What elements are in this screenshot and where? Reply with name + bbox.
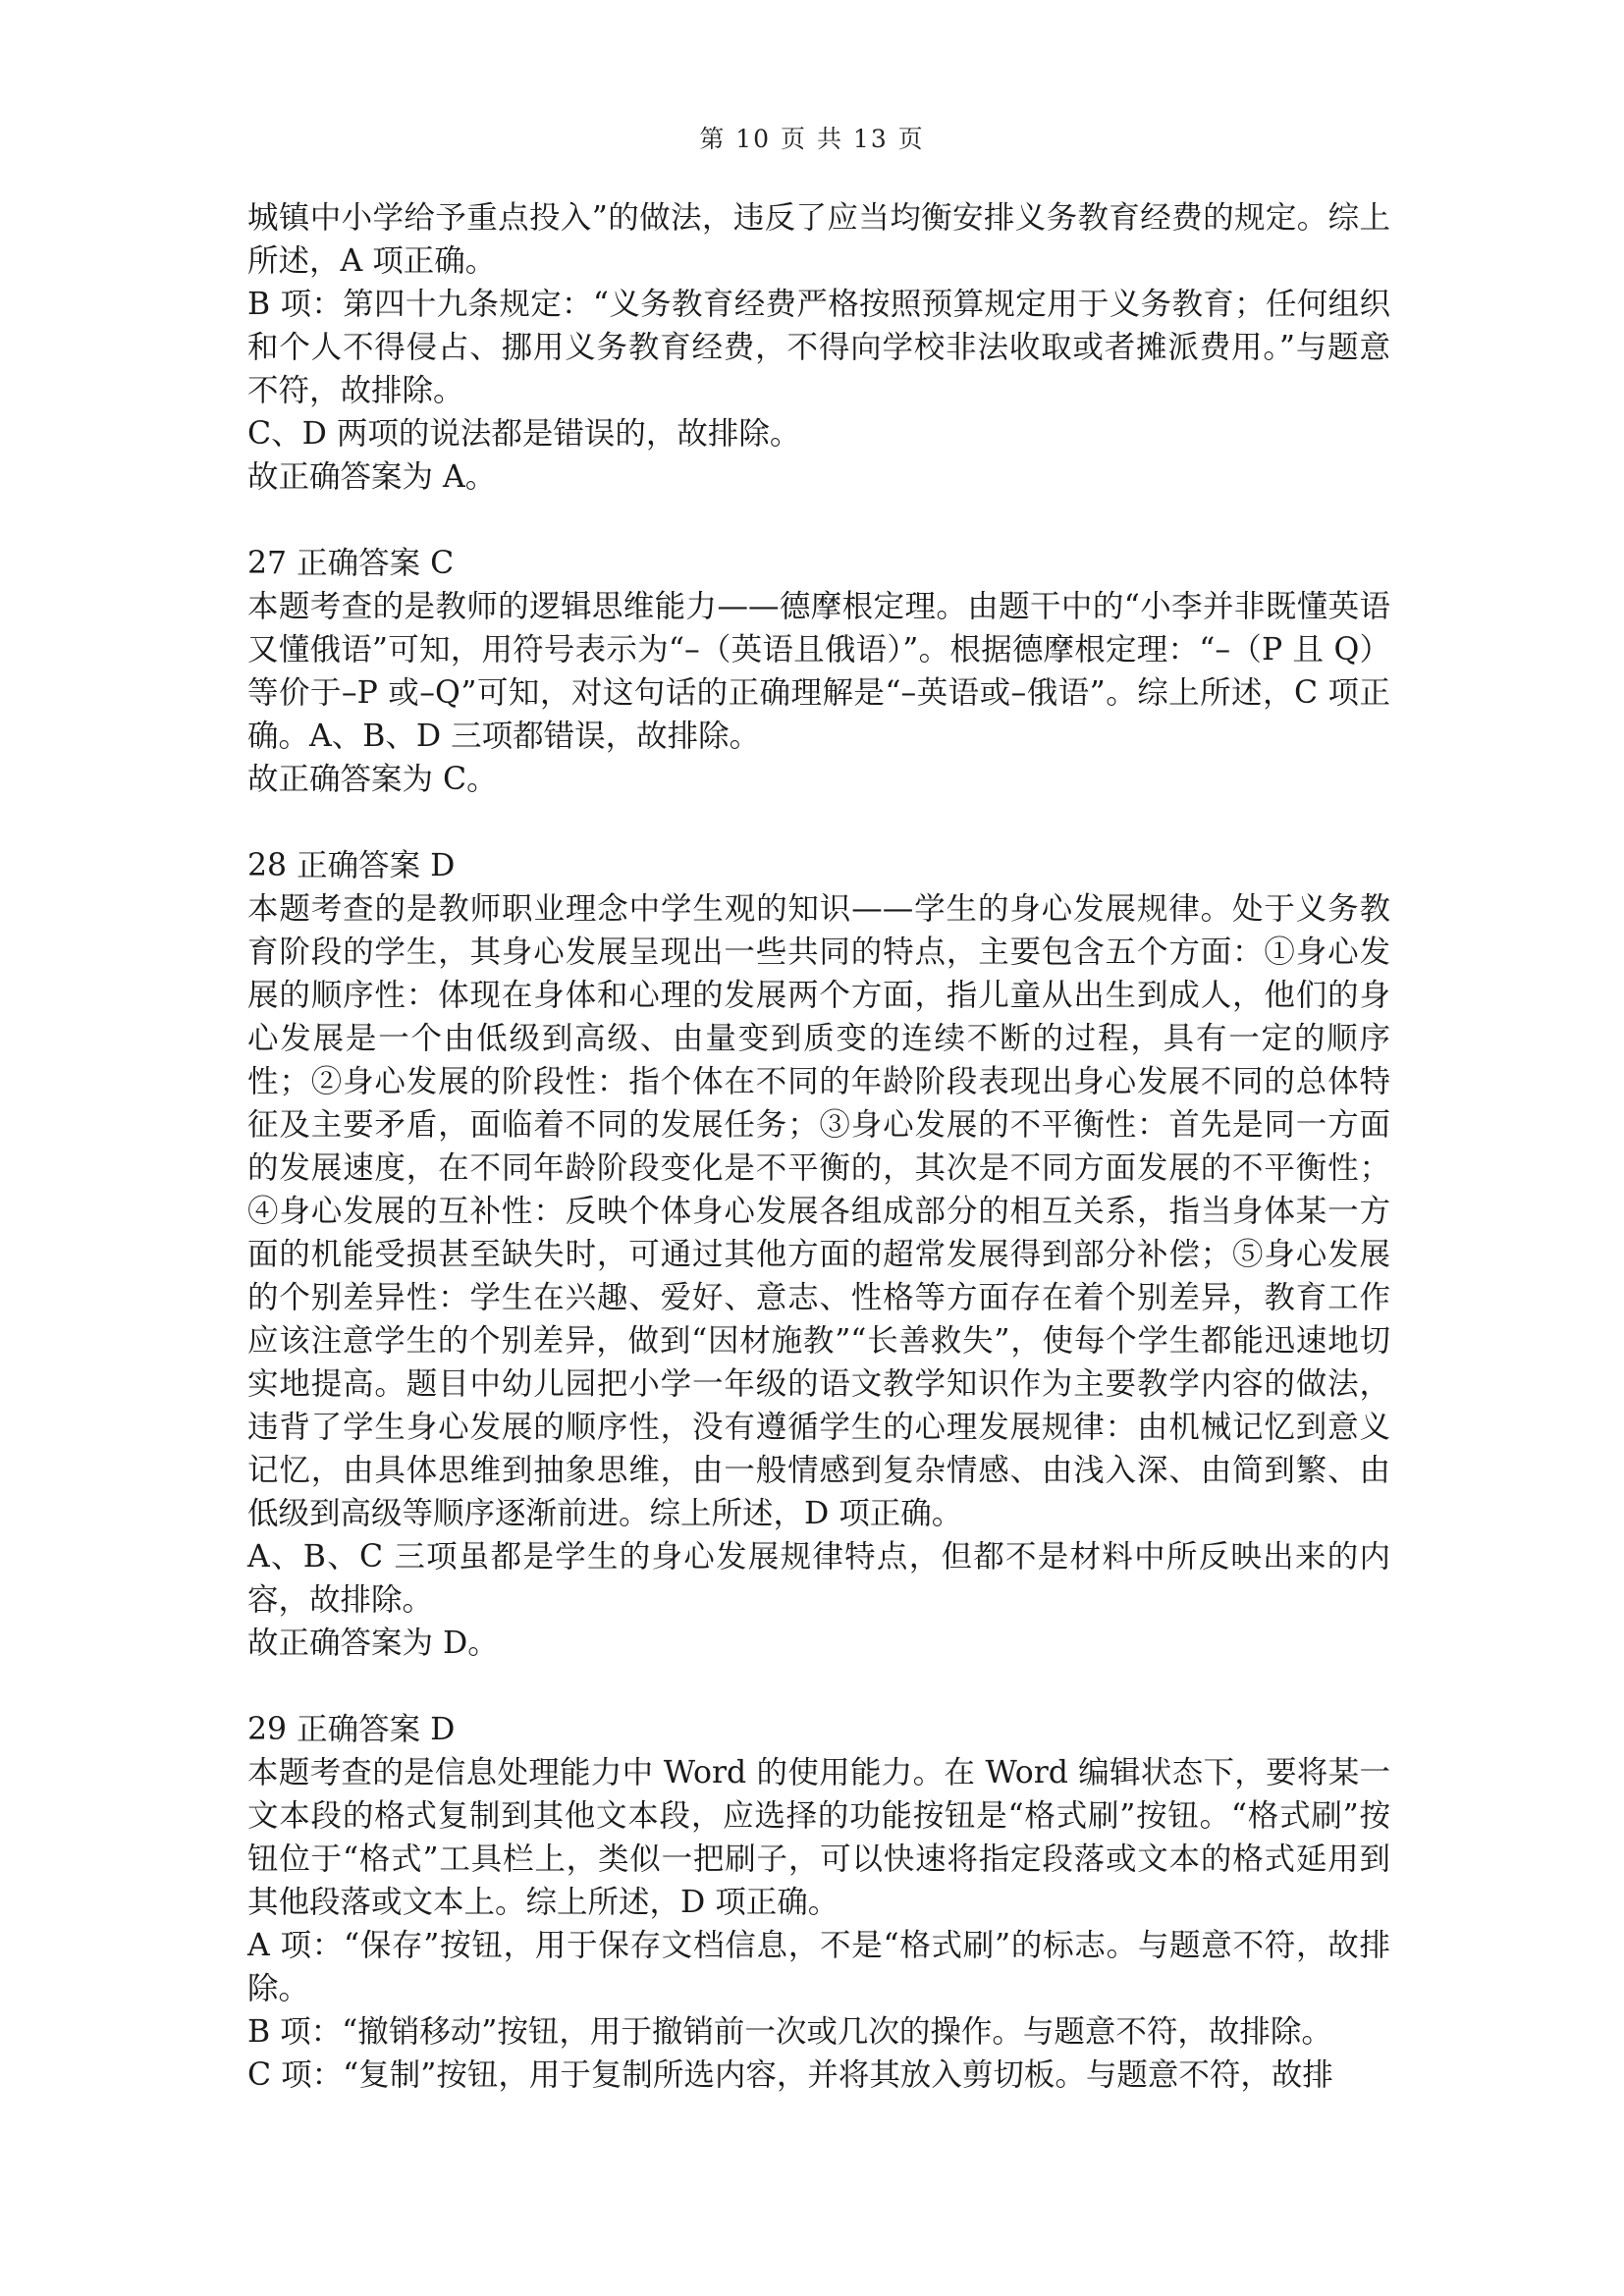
- paragraph: B 项：“撤销移动”按钮，用于撤销前一次或几次的操作。与题意不符，故排除。: [247, 2014, 1332, 2050]
- paragraph-gap: [247, 499, 1390, 542]
- answer-heading-27: 27 正确答案 C: [247, 546, 455, 581]
- paragraph-gap: [247, 1665, 1390, 1708]
- paragraph-gap: [247, 801, 1390, 844]
- paragraph: 故正确答案为 D。: [247, 1626, 499, 1661]
- paragraph: 本题考查的是教师的逻辑思维能力——德摩根定理。由题干中的“小李并非既懂英语又懂俄语”可知，用符号表示为“–（英语且俄语）”。根据德摩根定理：“–（P 且 Q）等价于–P 或–Q”可知，对这句话的正确理解是“–英语或–俄语”。综上所述，C 项正确。A、B、D 三项都错误，故排除。: [247, 589, 1390, 754]
- paragraph: C、D 两项的说法都是错误的，故排除。: [247, 416, 801, 452]
- paragraph: 本题考查的是教师职业理念中学生观的知识——学生的身心发展规律。处于义务教育阶段的学生，其身心发展呈现出一些共同的特点，主要包含五个方面：①身心发展的顺序性：体现在身体和心理的发展两个方面，指儿童从出生到成人，他们的身心发展是一个由低级到高级、由量变到质变的连续不断的过程，具有一定的顺序性；②身心发展的阶段性：指个体在不同的年龄阶段表现出身心发展不同的总体特征及主要矛盾，面临着不同的发展任务；③身心发展的不平衡性：首先是同一方面的发展速度，在不同年龄阶段变化是不平衡的，其次是不同方面发展的不平衡性；④身心发展的互补性：反映个体身心发展各组成部分的相互关系，指当身体某一方面的机能受损甚至缺失时，可通过其他方面的超常发展得到部分补偿；⑤身心发展的个别差异性：学生在兴趣、爱好、意志、性格等方面存在着个别差异，教育工作应该注意学生的个别差异，做到“因材施教”“长善救失”，使每个学生都能迅速地切实地提高。题目中幼儿园把小学一年级的语文教学知识作为主要教学内容的做法，违背了学生身心发展的顺序性，没有遵循学生的心理发展规律：由机械记忆到意义记忆，由具体思维到抽象思维，由一般情感到复杂情感、由浅入深、由简到繁、由低级到高级等顺序逐渐前进。综上所述，D 项正确。: [247, 891, 1390, 1531]
- answer-heading-28: 28 正确答案 D: [247, 848, 456, 883]
- paragraph: 城镇中小学给予重点投入”的做法，违反了应当均衡安排义务教育经费的规定。综上所述，A 项正确。: [247, 200, 1390, 279]
- paragraph: 故正确答案为 C。: [247, 762, 498, 797]
- paragraph: 本题考查的是信息处理能力中 Word 的使用能力。在 Word 编辑状态下，要将某一文本段的格式复制到其他文本段，应选择的功能按钮是“格式刷”按钮。“格式刷”按钮位于“格式”工具栏上，类似一把刷子，可以快速将指定段落或文本的格式延用到其他段落或文本上。综上所述，D 项正确。: [247, 1755, 1390, 1920]
- page-number-header: 第 10 页 共 13 页: [699, 125, 925, 153]
- paragraph: 故正确答案为 A。: [247, 459, 497, 495]
- document-body: [247, 196, 1390, 2097]
- paragraph: A、B、C 三项虽都是学生的身心发展规律特点，但都不是材料中所反映出来的内容，故排除。: [247, 1539, 1390, 1618]
- paragraph: C 项：“复制”按钮，用于复制所选内容，并将其放入剪切板。与题意不符，故排: [247, 2057, 1333, 2093]
- answer-heading-29: 29 正确答案 D: [247, 1712, 456, 1747]
- paragraph: A 项：“保存”按钮，用于保存文档信息，不是“格式刷”的标志。与题意不符，故排除。: [247, 1928, 1390, 2006]
- paragraph: B 项：第四十九条规定：“义务教育经费严格按照预算规定用于义务教育；任何组织和个人不得侵占、挪用义务教育经费，不得向学校非法收取或者摊派费用。”与题意不符，故排除。: [247, 287, 1390, 408]
